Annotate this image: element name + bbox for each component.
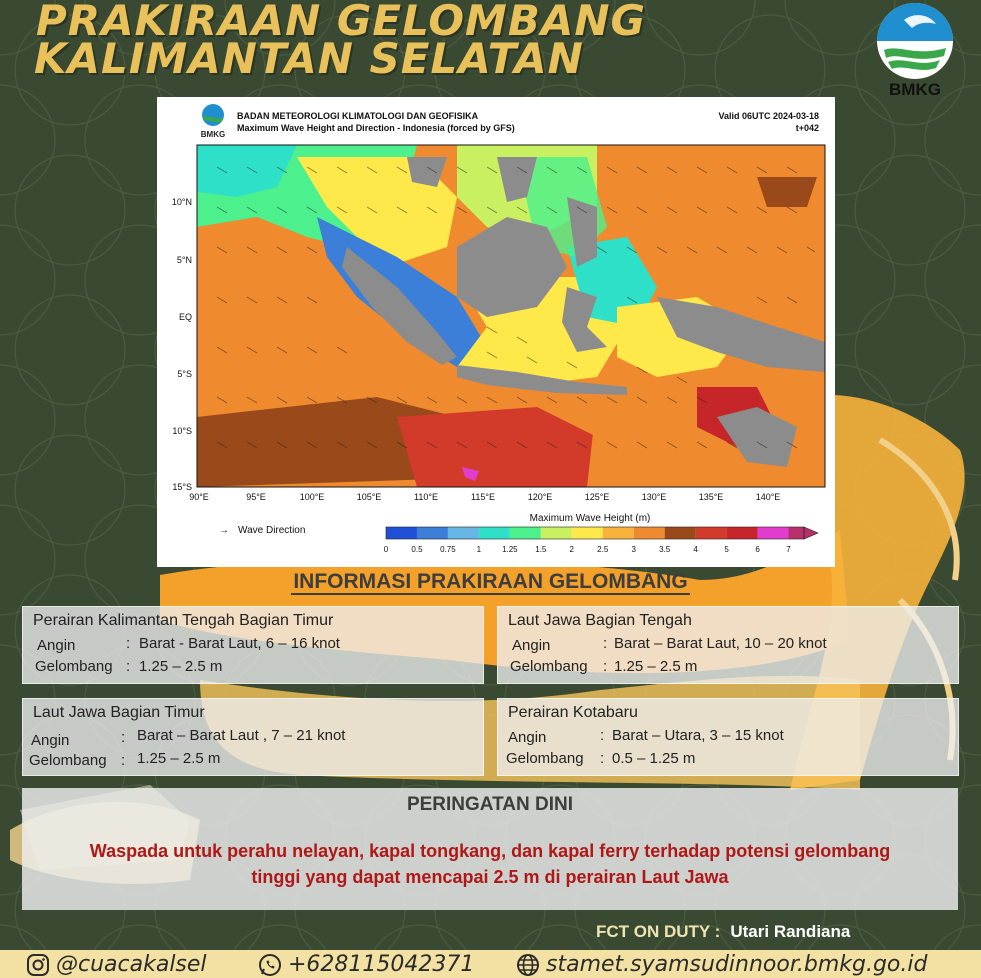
colon: :	[126, 658, 131, 675]
colorbar-tick-label: 0.5	[411, 545, 423, 554]
colorbar-tick-label: 7	[786, 545, 791, 554]
bmkg-logo-icon	[874, 2, 956, 82]
section-title: INFORMASI PRAKIRAAN GELOMBANG	[293, 570, 688, 593]
gelombang-label: Gelombang	[35, 658, 113, 675]
wave-map-card	[157, 97, 835, 567]
warning-title: PERINGATAN DINI	[406, 794, 574, 815]
colorbar-tick-label: 6	[755, 545, 760, 554]
colon: :	[126, 635, 131, 652]
info-box-laut-jawa-timur	[22, 698, 484, 776]
colorbar-swatch	[417, 527, 448, 539]
gelombang-value: 1.25 – 2.5 m	[614, 658, 698, 675]
colorbar-tick-label: 1.25	[502, 545, 518, 554]
instagram-icon	[26, 953, 50, 977]
info-box-perairan-kotabaru	[497, 698, 959, 776]
lon-label-125e: 125°E	[584, 492, 610, 502]
lat-label-10s: 10°S	[172, 426, 192, 436]
colorbar-swatch	[479, 527, 510, 539]
gelombang-value: 1.25 – 2.5 m	[137, 750, 221, 767]
angin-value: Barat – Barat Laut , 7 – 21 knot	[137, 727, 346, 744]
warning-line-1: Waspada untuk perahu nelayan, kapal tongkang, dan kapal ferry terhadap potensi gelombang	[89, 841, 891, 861]
map-header-subtitle: Maximum Wave Height and Direction - Indonesia (forced by GFS)	[237, 123, 515, 133]
footer-whatsapp[interactable]: +628115042371	[288, 952, 475, 977]
lon-label-135e: 135°E	[698, 492, 724, 502]
colorbar-tick-label: 2	[569, 545, 575, 554]
angin-label: Angin	[37, 637, 76, 654]
colorbar-swatch	[696, 527, 727, 539]
map-small-logo-icon	[202, 104, 224, 126]
colorbar-swatch	[448, 527, 479, 539]
colorbar-swatch	[572, 527, 603, 539]
colorbar-tick-label: 0	[383, 545, 389, 554]
gelombang-label: Gelombang	[510, 658, 588, 675]
angin-value: Barat - Barat Laut, 6 – 16 knot	[139, 635, 340, 652]
footer-website[interactable]: stamet.syamsudinnoor.bmkg.go.id	[546, 952, 928, 977]
colorbar-tick-label: 0.75	[440, 545, 456, 554]
fct-on-duty	[596, 922, 850, 942]
colorbar-tick-label: 2.5	[597, 545, 609, 554]
colorbar-extend-arrow	[804, 527, 818, 539]
colorbar-swatch	[665, 527, 696, 539]
lat-label-5s: 5°S	[177, 369, 192, 379]
page-title	[34, 0, 646, 83]
lon-label-90e: 90°E	[189, 492, 209, 502]
box-title: Perairan Kotabaru	[508, 704, 638, 721]
map-valid-time: Valid 06UTC 2024-03-18	[718, 111, 819, 121]
map-lead-time: t+042	[795, 123, 819, 133]
colorbar-tick-label: 1.5	[535, 545, 547, 554]
wave-direction-arrow-icon: →	[219, 525, 229, 536]
bmkg-logo	[874, 2, 956, 102]
box-title: Perairan Kalimantan Tengah Bagian Timur	[33, 612, 334, 629]
colorbar-tick-label: 1	[476, 545, 482, 554]
colorbar-swatch	[789, 527, 804, 539]
colon: :	[603, 635, 608, 652]
globe-icon	[516, 953, 540, 977]
lon-label-130e: 130°E	[641, 492, 667, 502]
colorbar-swatch	[727, 527, 758, 539]
colorbar-tick-label: 3.5	[659, 545, 671, 554]
map-header-agency: BADAN METEOROLOGI KLIMATOLOGI DAN GEOFISIKA	[237, 111, 479, 121]
colorbar-swatch	[758, 527, 789, 539]
info-box-laut-jawa-tengah	[497, 606, 959, 684]
lon-label-95e: 95°E	[246, 492, 266, 502]
lat-label-10n: 10°N	[171, 197, 192, 207]
colorbar-tick-label: 5	[724, 545, 729, 554]
title-line-1: PRAKIRAAN GELOMBANG	[36, 0, 646, 45]
colon: :	[121, 752, 126, 769]
gelombang-value: 1.25 – 2.5 m	[139, 658, 223, 675]
lon-label-110e: 110°E	[414, 492, 438, 502]
whatsapp-icon	[258, 953, 282, 977]
angin-value: Barat – Utara, 3 – 15 knot	[612, 727, 784, 744]
colorbar-swatch	[510, 527, 541, 539]
footer-instagram[interactable]: @cuacakalsel	[56, 952, 207, 977]
colorbar-swatch	[603, 527, 634, 539]
warning-line-2: tinggi yang dapat mencapai 2.5 m di perairan Laut Jawa	[251, 867, 729, 887]
lon-label-120e: 120°E	[527, 492, 553, 502]
map-small-logo-text: BMKG	[200, 130, 226, 139]
colorbar-tick-label: 3	[631, 545, 636, 554]
map-plot	[197, 145, 825, 487]
angin-value: Barat – Barat Laut, 10 – 20 knot	[614, 635, 827, 652]
colorbar-tick-label: 4	[693, 545, 698, 554]
lat-label-5n: 5°N	[176, 255, 192, 265]
gelombang-label: Gelombang	[29, 752, 107, 769]
legend-wave-direction: Wave Direction	[238, 525, 306, 536]
wave-map	[157, 97, 835, 567]
warning-text	[22, 838, 958, 890]
title-line-2: KALIMANTAN SELATAN	[34, 34, 584, 83]
lat-label-15s: 15°S	[172, 482, 192, 492]
colorbar-title: Maximum Wave Height (m)	[529, 513, 651, 524]
footer-bar	[0, 950, 981, 978]
box-title: Laut Jawa Bagian Tengah	[508, 612, 692, 629]
box-title: Laut Jawa Bagian Timur	[33, 704, 205, 721]
gelombang-value: 0.5 – 1.25 m	[612, 750, 696, 767]
bmkg-logo-text: BMKG	[889, 80, 941, 99]
gelombang-label: Gelombang	[506, 750, 584, 767]
colorbar-swatch	[386, 527, 417, 539]
early-warning-box	[22, 788, 958, 910]
lon-label-105e: 105°E	[356, 492, 382, 502]
lon-label-115e: 115°E	[471, 492, 495, 502]
angin-label: Angin	[508, 729, 547, 746]
fct-name: Utari Randiana	[730, 922, 851, 941]
colon: :	[121, 729, 126, 746]
angin-label: Angin	[512, 637, 551, 654]
colorbar-swatch	[541, 527, 572, 539]
info-box-kalteng-timur	[22, 606, 484, 684]
angin-label: Angin	[31, 732, 70, 749]
lon-label-100e: 100°E	[299, 492, 325, 502]
colorbar	[384, 527, 818, 554]
fct-label: FCT ON DUTY :	[596, 922, 721, 941]
colon: :	[600, 727, 605, 744]
colon: :	[603, 658, 608, 675]
colorbar-swatch	[634, 527, 665, 539]
lon-label-140e: 140°E	[755, 492, 781, 502]
lat-label-eq: EQ	[178, 312, 192, 322]
colon: :	[600, 750, 605, 767]
